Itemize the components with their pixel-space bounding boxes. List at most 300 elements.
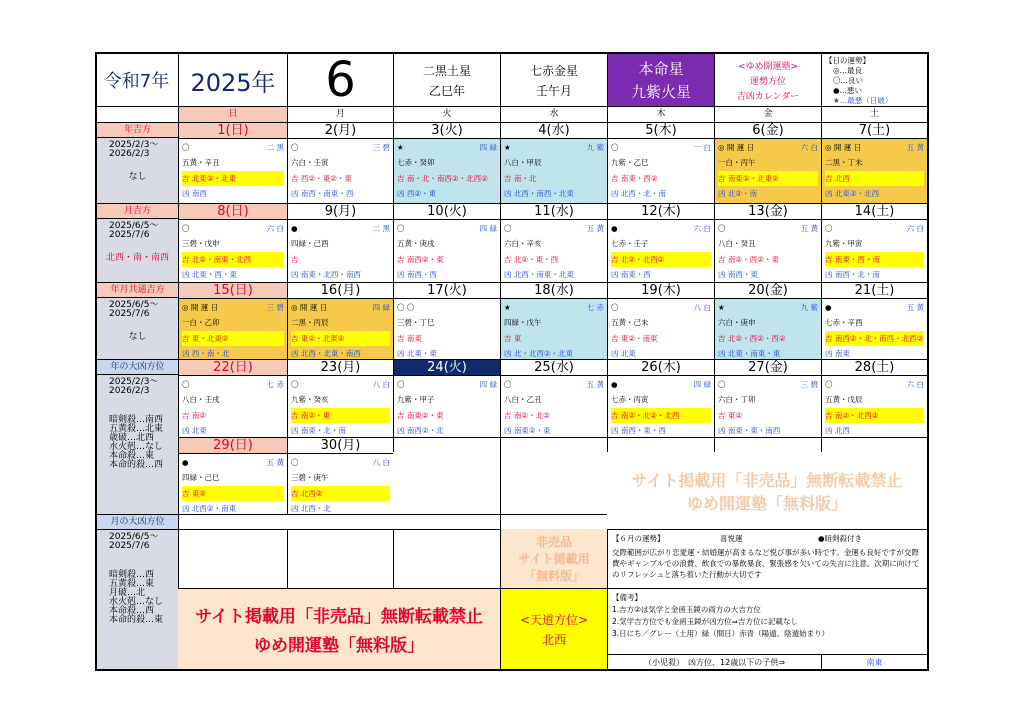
day-kanshi: 七赤・辛酉 [825,318,863,327]
common-body [97,297,178,359]
day-cell[interactable] [287,122,393,203]
day-cell[interactable] [178,203,287,282]
day-star: 八 白 [372,458,390,467]
day-bad-direction: 凶 北西・南東・北東 [504,270,574,279]
tenchu-box [500,588,607,669]
day-cell[interactable] [393,122,500,203]
day-good-direction: 吉 南東②・東 [397,411,444,420]
grid-line [287,529,288,588]
honmei-label: 本命星 [638,60,684,78]
day-kanshi: 二黒・丙辰 [291,318,329,327]
small-notice [500,529,607,588]
day-mark: 〇 [611,143,619,152]
day-kanshi: 七赤・壬子 [611,239,649,248]
day-mark: 〇 [291,458,299,467]
era-label: 令和7年 [103,71,170,92]
day-star: 二 黒 [372,224,390,233]
day-bad-direction: 凶 南東・北・南 [291,426,346,435]
day-good-direction: 吉 北②・北西② [611,252,711,267]
year-bad-item: 暗剣殺…南西 [109,415,164,425]
day-number: 25(水) [501,360,607,376]
day-good-direction: 吉 南東・西・南 [825,252,924,267]
day-mark: 〇 [718,380,726,389]
day-cell[interactable] [178,122,287,203]
day-number: 2(月) [288,123,393,139]
day-mark: ● [182,458,189,467]
day-number: 16(月) [288,283,393,299]
month-bad-item: 本命殺…西 [109,606,155,616]
day-good-direction: 吉 南西②・北・南西・北西② [825,331,924,346]
day-good-direction: 吉 南②・北西② [825,408,924,423]
year-bad-body [97,374,178,514]
day-star: 三 碧 [800,380,818,389]
day-kanshi: 六白・壬寅 [291,158,329,167]
day-mark: 〇 [291,380,299,389]
month-eto: 壬午月 [535,83,572,98]
day-bad-direction: 凶 北東・東 [397,349,437,358]
day-kanshi: 一白・丙午 [718,158,756,167]
month-bad-header [97,514,178,529]
day-star: 九 紫 [800,303,818,312]
day-star: 三 碧 [266,303,284,312]
day-number: 19(木) [608,283,714,299]
day-number: 30(月) [288,438,393,454]
day-cell[interactable] [714,203,821,282]
child-label: （小児殺） 凶方位、12歳以下の子供⇒ [607,654,821,669]
day-bad-direction: 凶 北西・北東・南西 [291,349,361,358]
day-mark: ★ [718,303,725,312]
day-star: 八 白 [372,380,390,389]
day-cell[interactable] [393,282,500,359]
period-start: 2025/2/3〜 [109,377,159,387]
legend-bad: ●…悪い [833,86,863,95]
day-star: 四 緑 [479,224,497,233]
day-good-direction: 吉 東・北東② [182,331,284,346]
day-cell[interactable] [287,437,393,514]
month-good-title: 月吉方 [123,206,151,216]
notice-line2: ゆめ開運塾「無料版」 [254,636,424,656]
day-bad-direction: 凶 南東 [825,349,850,358]
day-bad-direction: 凶 南西・東・西 [611,426,666,435]
day-bad-direction: 凶 南西・西 [397,270,437,279]
month-bad-item: 月破…北 [109,588,146,598]
day-cell[interactable] [821,282,927,359]
day-number: 9(月) [288,204,393,220]
day-mark: 〇 〇 [397,303,415,312]
day-number: 17(火) [394,283,500,299]
year-bad-header [97,359,178,374]
day-kanshi: 一白・乙卯 [182,318,220,327]
day-kanshi: 九紫・甲子 [397,395,435,404]
day-good-direction: 吉 北西② [291,486,390,501]
month-star: 七赤金星 [529,63,578,78]
brand-line2: 運勢方位 [749,76,786,87]
day-good-direction: 吉 北②・南東・北西 [182,252,284,267]
day-star: 五 黄 [266,458,284,467]
day-star: 五 黄 [800,224,818,233]
day-mark: ◎ 開 運 日 [825,143,862,152]
remarks-line1: 1.吉方②は気学と金函玉鏡の両方の大吉方位 [612,605,761,614]
year-eto: 乙巳年 [428,83,465,98]
grid-line [178,529,500,588]
watermark-notice [607,452,927,529]
day-good-direction: 吉 西②・東②・東 [291,174,352,183]
month-good-body [97,218,178,282]
day-number: 11(水) [501,204,607,220]
day-kanshi: 二黒・丁未 [825,158,863,167]
empty-cell [500,437,607,452]
day-kanshi: 八白・甲辰 [504,158,542,167]
fortune-text: 交際範囲が広がり恋愛運・結婚運が高まるなど悦び事が多い時です。金運も良好ですが交際費やギャンブルでの浪費、飲食での暴飲暴食、緊張感を欠いての失言に注意。次期に向けてのリフレッシュと落ち着いた行動が大切です [612,548,920,579]
day-good-direction: 吉 東② [718,411,743,420]
day-mark: ● [611,224,618,233]
empty-cell [607,437,714,452]
day-mark: ★ [504,303,511,312]
day-cell[interactable] [821,203,927,282]
fortune-title: 【６月の運勢】 [612,534,665,543]
child-direction: 南東 [821,654,927,669]
month-number: 6 [287,54,393,106]
day-bad-direction: 凶 北西・南西・北東 [504,189,574,198]
day-mark: ◎ 開 運 日 [182,303,219,312]
month-good-header [97,203,178,218]
day-mark: ◎ 開 運 日 [718,143,755,152]
day-mark: 〇 [182,143,190,152]
small-notice-line2: サイト掲載用 [518,552,590,566]
day-kanshi: 六白・庚申 [718,318,756,327]
day-number: 13(金) [715,204,821,220]
day-kanshi: 五黄・庚戌 [397,239,435,248]
day-kanshi: 四緑・己巳 [182,473,220,482]
honmei-star: 九紫火星 [630,83,691,101]
day-mark: 〇 [397,224,405,233]
day-bad-direction: 凶 南東・西 [611,270,651,279]
brand-box [714,54,821,106]
day-bad-direction: 凶 北東・西・東 [182,270,237,279]
grid-line [500,452,501,529]
day-number: 28(土) [822,360,927,376]
day-bad-direction: 凶 北・北西②・北東 [504,349,574,358]
day-cell[interactable] [393,203,500,282]
day-mark: 〇 [825,224,833,233]
day-number: 23(月) [288,360,393,376]
day-cell[interactable] [287,203,393,282]
legend-box [821,54,927,106]
day-bad-direction: 凶 北西②・南東 [182,504,237,513]
day-mark: ◎ 開 運 日 [291,303,328,312]
day-cell[interactable] [287,359,393,437]
remarks-title: 【備考】 [612,593,642,602]
notice-line1: サイト掲載用「非売品」無断転載禁止 [195,607,483,627]
day-good-direction: 吉 南②・北② [504,411,550,420]
day-bad-direction: 凶 南西・東 [718,270,758,279]
day-cell[interactable] [714,122,821,203]
day-number: 8(日) [179,204,287,220]
day-mark: ★ [504,143,511,152]
fortune-keyword: 喜悦運 [720,534,743,543]
period-end: 2025/7/6 [109,541,150,551]
day-mark: 〇 [504,224,512,233]
day-number: 10(火) [394,204,500,220]
day-mark: 〇 [182,224,190,233]
day-star: 五 黄 [586,224,604,233]
day-bad-direction: 凶 南西 [182,189,207,198]
day-number: 20(金) [715,283,821,299]
day-bad-direction: 凶 西②・東 [397,189,437,198]
day-number: 4(水) [501,123,607,139]
day-star: 九 紫 [586,143,604,152]
day-good-direction: 吉 [291,255,299,264]
day-good-direction: 吉 東②・北東② [291,331,390,346]
day-number: 26(木) [608,360,714,376]
day-bad-direction: 凶 北東 [182,426,207,435]
day-kanshi: 五黄・戊辰 [825,395,863,404]
month-bad-title: 月の大凶方位 [110,517,165,527]
month-bad-body [97,529,178,669]
day-number: 1(日) [179,123,287,139]
tenchu-title: <天道方位> [519,612,589,627]
legend-worst: ★…最悪（日破） [833,96,893,105]
brand-line3: 吉凶カレンダー [736,91,800,102]
day-bad-direction: 凶 北西・北 [291,504,331,513]
weekday-1: 月 [287,107,393,122]
day-kanshi: 八白・壬戌 [182,395,220,404]
day-good-direction: 吉 南②・西②・東 [718,255,779,264]
day-star: 四 緑 [479,143,497,152]
day-number: 6(金) [715,123,821,139]
day-cell[interactable] [500,359,607,437]
day-kanshi: 六白・丁卯 [718,395,756,404]
fortune-note: ●暗剣殺付き [818,534,863,543]
day-mark: 〇 [825,380,833,389]
small-notice-line3: 「無料版」 [523,569,584,583]
day-good-direction: 吉 北②・西②・西② [718,334,786,343]
day-star: 六 白 [800,143,818,152]
day-cell[interactable] [500,282,607,359]
year-bad-item: 本命殺…東 [109,451,155,461]
day-cell[interactable] [607,359,714,437]
day-star: 五 黄 [906,303,924,312]
day-star: 六 白 [266,224,284,233]
day-mark: 〇 [718,224,726,233]
remarks-box [607,588,927,654]
day-mark: 〇 [291,143,299,152]
day-good-direction: 吉 南・北・南西②・北西② [397,174,488,183]
period-end: 2025/7/6 [109,309,150,319]
day-number: 7(土) [822,123,927,139]
year-bad-title: 年の大凶方位 [110,362,165,372]
day-good-direction: 吉 北西 [825,171,924,186]
day-star: 二 黒 [266,143,284,152]
day-kanshi: 八白・癸丑 [718,239,756,248]
day-good-direction: 吉 南東 [397,334,422,343]
day-cell[interactable] [607,203,714,282]
day-kanshi: 六白・辛亥 [504,239,542,248]
weekday-3: 水 [500,107,607,122]
month-good-dir: 北西・南・南西 [105,253,169,263]
fortune-box [607,529,927,588]
day-bad-direction: 凶 北東②・北西 [825,189,880,198]
day-number: 27(金) [715,360,821,376]
day-kanshi: 七赤・丙寅 [611,395,649,404]
day-bad-direction: 凶 南西②・北 [397,426,444,435]
day-kanshi: 三碧・庚午 [291,473,329,482]
day-cell[interactable] [287,282,393,359]
day-mark: ● [825,303,832,312]
day-good-direction: 吉 南東②・北東② [718,171,818,186]
day-kanshi: 七赤・癸卯 [397,158,435,167]
day-number: 12(木) [608,204,714,220]
year-bad-item: 本命的殺…西 [109,460,164,470]
day-cell[interactable] [607,282,714,359]
day-bad-direction: 凶 南東・北西・南西 [291,270,361,279]
day-good-direction: 吉 南②・東 [291,408,390,423]
period-start: 2025/6/5〜 [109,300,159,310]
day-star: 五 黄 [906,143,924,152]
day-bad-direction: 凶 北東 [611,349,636,358]
day-number: 15(日) [179,283,287,299]
period-end: 2025/7/6 [109,230,150,240]
month-bad-item: 本命的殺…東 [109,615,164,625]
day-cell[interactable] [821,122,927,203]
empty-cell [821,437,927,452]
weekday-5: 金 [714,107,821,122]
day-star: 六 白 [906,224,924,233]
day-mark: ● [291,224,298,233]
day-number: 22(日) [179,360,287,376]
year-bad-item: 歳破…北西 [109,433,155,443]
day-kanshi: 九紫・癸亥 [291,395,329,404]
day-bad-direction: 凶 南東・東・南西 [718,426,781,435]
day-good-direction: 吉 東② [182,486,284,501]
year-good-dir: なし [128,172,147,182]
year-good-header [97,122,178,137]
day-good-direction: 吉 北東②・北東 [182,171,284,186]
day-number: 5(木) [608,123,714,139]
day-kanshi: 九紫・乙巳 [611,158,649,167]
day-cell[interactable] [178,359,287,437]
empty-cell [714,437,821,452]
empty-cell [393,437,500,452]
day-mark: 〇 [611,303,619,312]
day-kanshi: 八白・乙丑 [504,395,542,404]
day-bad-direction: 凶 北西・北・南 [611,189,666,198]
brand-name: <ゆめ開運塾> [737,61,799,72]
watermark-line1: サイト掲載用「非売品」無断転載禁止 [631,470,903,490]
day-mark: ● [611,380,618,389]
day-bad-direction: 凶 北西 [825,426,850,435]
day-cell[interactable] [607,122,714,203]
weekday-6: 土 [821,107,927,122]
day-kanshi: 五黄・己未 [611,318,649,327]
day-kanshi: 四緑・戊午 [504,318,542,327]
day-cell[interactable] [821,359,927,437]
common-dir: なし [128,332,147,342]
day-mark: 〇 [397,380,405,389]
day-number: 14(土) [822,204,927,220]
day-kanshi: 三碧・丁巳 [397,318,435,327]
legend-best: ◎…最良 [833,66,863,75]
day-good-direction: 吉 北②・東・西 [504,255,559,264]
weekday-2: 火 [393,107,500,122]
day-mark: ★ [397,143,404,152]
small-notice-line1: 非売品 [535,535,572,549]
day-number: 29(日) [179,438,287,454]
day-star: 一 白 [693,143,711,152]
month-bad-item: 水火剋…なし [109,597,164,607]
day-star: 四 緑 [693,380,711,389]
day-good-direction: 吉 南・北 [504,174,537,183]
day-good-direction: 吉 南東・西② [611,174,658,183]
day-cell[interactable] [178,282,287,359]
day-star: 四 緑 [479,380,497,389]
day-cell[interactable] [500,203,607,282]
day-good-direction: 吉 南西②・東 [397,255,444,264]
year-good-title: 年吉方 [123,125,151,135]
day-cell[interactable] [714,282,821,359]
day-bad-direction: 凶 北東・南東・東 [718,349,781,358]
day-bad-direction: 凶 南西・北・南 [825,270,880,279]
day-number: 18(水) [501,283,607,299]
period-start: 2025/6/5〜 [109,221,159,231]
day-star: 三 碧 [372,143,390,152]
day-cell[interactable] [393,359,500,437]
grid-line [393,529,394,588]
weekday-0: 日 [178,107,287,122]
day-kanshi: 四緑・己酉 [291,239,329,248]
day-cell[interactable] [714,359,821,437]
day-number: 3(火) [394,123,500,139]
day-star: 五 黄 [586,380,604,389]
day-number: 24(火) [394,360,500,376]
tenchu-direction: 北西 [541,632,566,647]
period-end: 2026/2/3 [109,386,150,396]
legend-title: 【日の運勢】 [825,56,870,65]
day-bad-direction: 凶 西・南・北 [182,349,230,358]
day-bad-direction: 凶 北②・南 [718,189,758,198]
period-start: 2025/2/3〜 [109,140,159,150]
day-cell[interactable] [500,122,607,203]
day-good-direction: 吉 南② [182,411,207,420]
year-star: 二黒土星 [422,63,471,78]
common-header [97,282,178,297]
day-star: 六 白 [693,224,711,233]
day-star: 七 赤 [586,303,604,312]
day-star: 八 白 [693,303,711,312]
month-bad-item: 五黄殺…東 [109,579,155,589]
day-mark: 〇 [504,380,512,389]
year-star-box [393,54,500,106]
month-bad-item: 暗剣殺…西 [109,570,155,580]
day-bad-direction: 凶 南東②・東 [504,426,551,435]
remarks-line3: 3.日にち／グレー（土用）緑（間日）赤青（陽遁、陰遁始まり） [612,629,830,638]
remarks-line2: 2.気学吉方位でも金函玉鏡が凶方位⇒吉方位に記載なし [612,617,798,626]
day-cell[interactable] [178,437,287,514]
month-star-box [500,54,607,106]
grid-line [178,514,607,529]
year-good-body [97,137,178,203]
day-kanshi: 五黄・辛丑 [182,158,220,167]
year-bad-item: 五黄殺…北東 [109,424,164,434]
day-kanshi: 三碧・戊申 [182,239,220,248]
day-star: 六 白 [906,380,924,389]
day-kanshi: 九紫・甲寅 [825,239,863,248]
period-start: 2025/6/5〜 [109,532,159,542]
day-good-direction: 吉 東 [504,334,522,343]
day-star: 四 緑 [372,303,390,312]
notice-box [178,588,500,669]
period-end: 2026/2/3 [109,149,150,159]
